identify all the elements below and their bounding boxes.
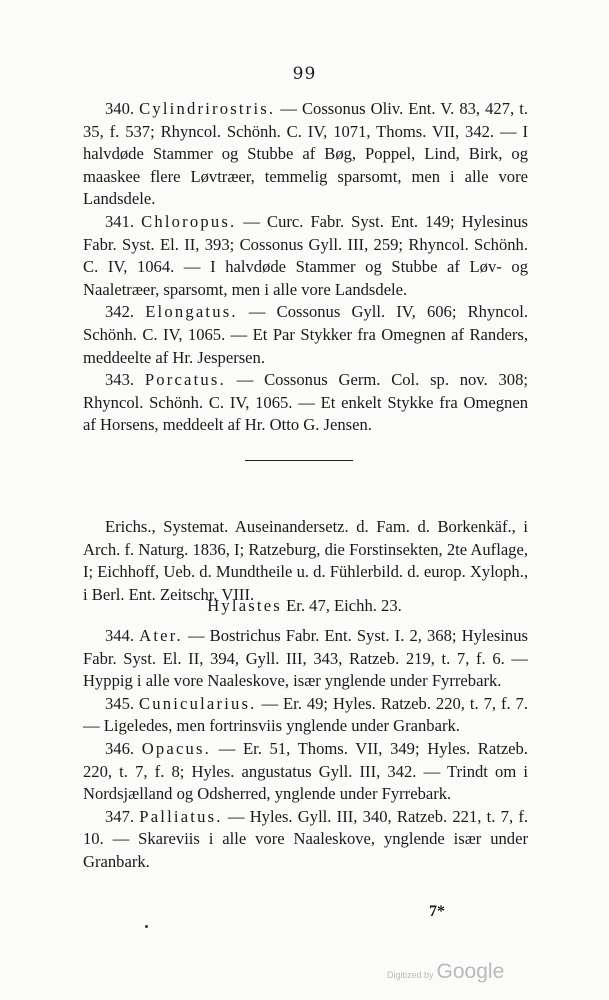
bibliography-block	[83, 516, 528, 606]
digitization-watermark	[387, 960, 504, 984]
ink-speck	[145, 925, 148, 928]
species-list-bottom	[83, 625, 528, 874]
entry-number: 341.	[105, 211, 135, 231]
entry-number: 345.	[105, 693, 135, 713]
entry-text: — Curc. Fabr. Syst. Ent. 149; Hylesinus Fabr. Syst. El. II, 393; Cossonus Gyll. III, 259; Rhyncol. Schönh. C. IV, 1064. — I halvdøde Stammer og Stubbe af Løv- og Naaletræer, sparsomt, men i alle vore Landsdele.	[83, 211, 528, 299]
signature-mark: 7*	[429, 903, 445, 920]
species-list-top	[83, 98, 528, 437]
species-name: Cunicularius.	[138, 693, 257, 713]
section-divider	[245, 460, 353, 461]
species-entry	[83, 98, 528, 211]
species-name: Opacus.	[141, 738, 212, 758]
species-name: Chloropus.	[141, 211, 237, 231]
entry-text: — Cossonus Germ. Col. sp. nov. 308; Rhyncol. Schönh. C. IV, 1065. — Et enkelt Stykke fra Omegnen af Horsens, meddeelt af Hr. Otto G. Jensen.	[83, 370, 528, 435]
entry-text: — Hyles. Gyll. III, 340, Ratzeb. 221, t. 7, f. 10. — Skareviis i alle vore Naaleskove, ynglende især under Granbark.	[83, 806, 529, 871]
bibliography-text: Erichs., Systemat. Auseinandersetz. d. Fam. d. Borkenkäf., i Arch. f. Naturg. 1836, I; Ratzeburg, die Forstinsekten, 2te Auflage, I; Eichhoff, Ueb. d. Mundtheile u. d. Fühlerbild. d. europ. Xyloph., i Berl. Ent. Zeitschr. VIII.	[83, 517, 528, 604]
entry-number: 346.	[105, 738, 135, 758]
species-entry	[83, 806, 528, 874]
genus-reference: Er. 47, Eichh. 23.	[286, 596, 402, 615]
species-name: Porcatus.	[144, 370, 226, 390]
genus-name: Hylastes	[207, 596, 282, 615]
entry-text: — Cossonus Gyll. IV, 606; Rhyncol. Schönh. C. IV, 1065. — Et Par Stykker fra Omegnen af Randers, meddeelte af Hr. Jespersen.	[83, 302, 528, 367]
entry-number: 347.	[105, 806, 135, 826]
entry-text: — Er. 49; Hyles. Ratzeb. 220, t. 7, f. 7. — Ligeledes, men fortrinsviis ynglende under Granbark.	[83, 693, 528, 736]
entry-number: 340.	[105, 99, 135, 118]
entry-text: — Cossonus Oliv. Ent. V. 83, 427, t. 35, f. 537; Rhyncol. Schönh. C. IV, 1071, Thoms. VII, 342. — I halvdøde Stammer og Stubbe af Bøg, Poppel, Lind, Birk, og maaskee flere Løvtræer, temmelig sparsomt, men i alle vore Landsdele.	[83, 99, 528, 209]
genus-heading	[0, 596, 609, 616]
entry-number: 344.	[105, 626, 135, 645]
page-number: 99	[292, 64, 317, 84]
entry-text: — Er. 51, Thoms. VII, 349; Hyles. Ratzeb. 220, t. 7, f. 8; Hyles. angustatus Gyll. III, 342. — Trindt om i Nordsjælland og Odsherred, ynglende under Fyrrebark.	[83, 738, 528, 804]
entry-number: 342.	[105, 302, 135, 322]
species-entry	[83, 738, 528, 806]
species-entry	[83, 693, 528, 738]
species-entry	[83, 211, 528, 301]
species-entry	[83, 625, 528, 693]
species-name: Cylindrirostris.	[139, 99, 276, 118]
species-name: Ater.	[139, 626, 183, 645]
species-name: Palliatus.	[139, 806, 223, 826]
watermark-prefix: Digitized by	[387, 970, 434, 980]
species-entry	[83, 301, 528, 369]
entry-text: — Bostrichus Fabr. Ent. Syst. I. 2, 368; Hylesinus Fabr. Syst. El. II, 394, Gyll. III, 343, Ratzeb. 219, t. 7, f. 6. — Hyppig i alle vore Naaleskove, især ynglende under Fyrrebark.	[83, 626, 528, 691]
entry-number: 343.	[105, 370, 135, 390]
species-entry	[83, 369, 528, 437]
species-name: Elongatus.	[145, 302, 238, 322]
google-logo: Google	[436, 960, 505, 983]
